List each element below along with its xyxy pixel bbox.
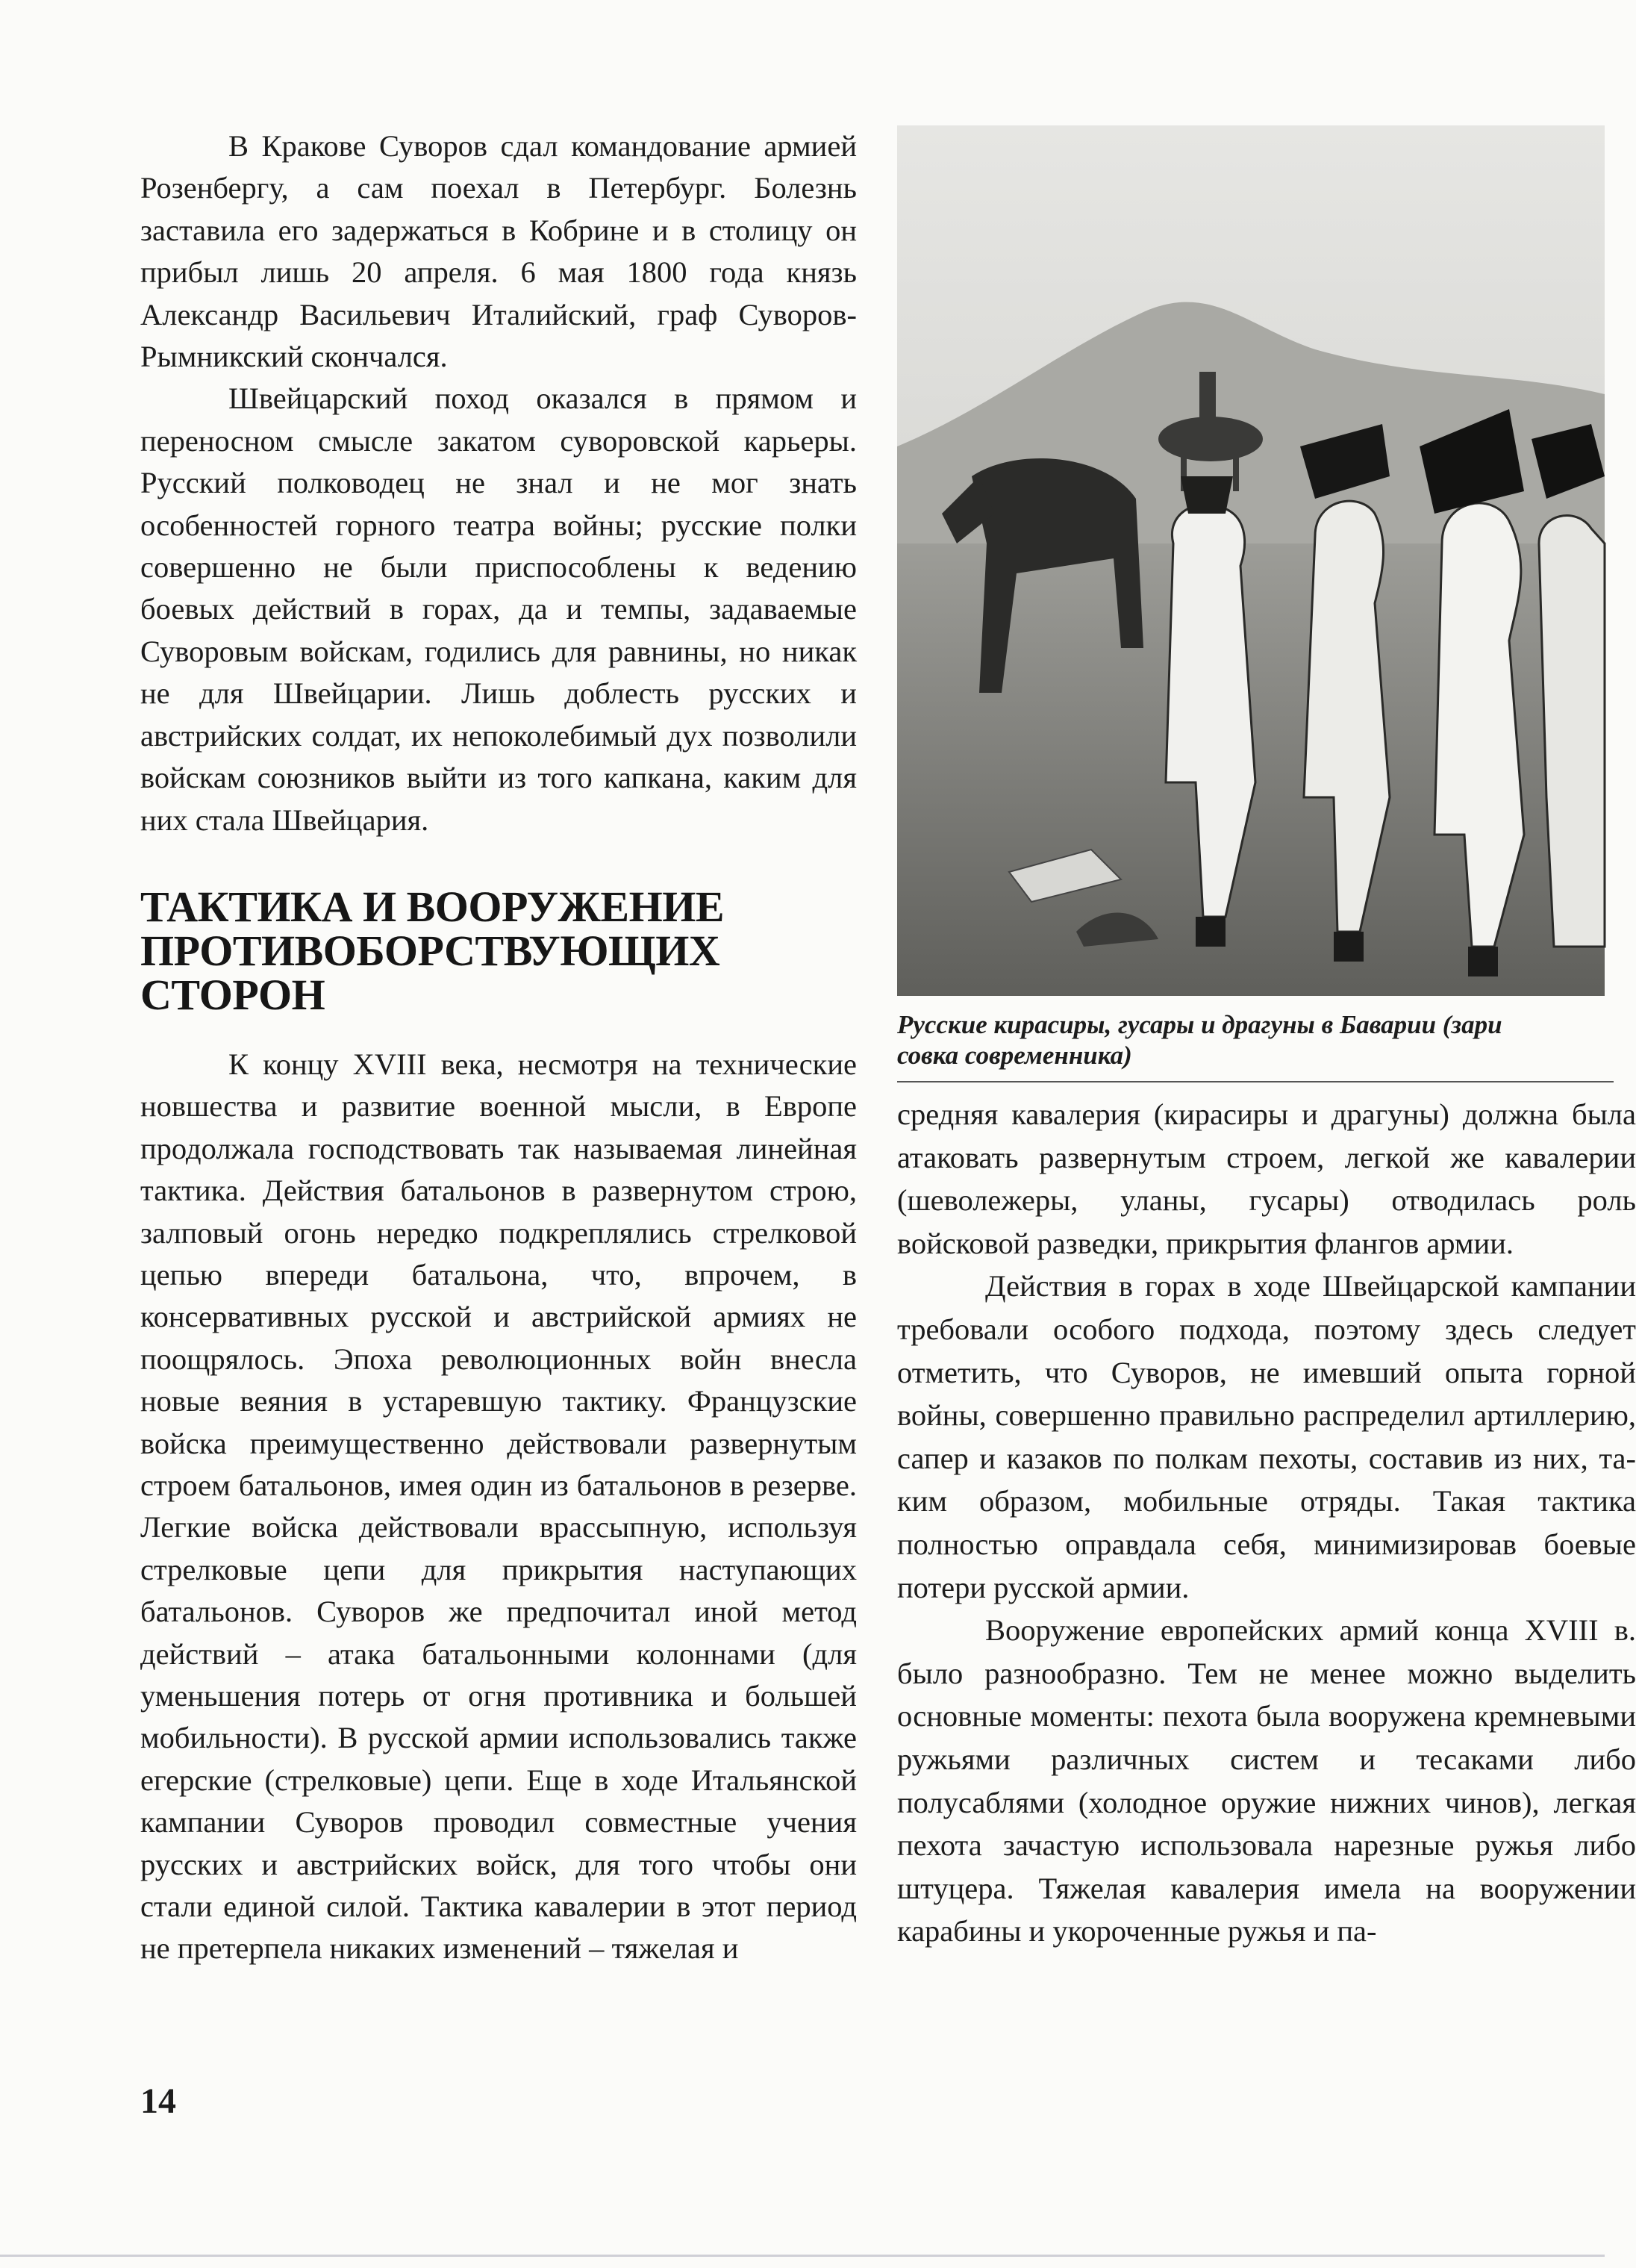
figure-caption (897, 1009, 1614, 1082)
caption-line: Русские кирасиры, гусары и драгуны в Баварии (зари (897, 1010, 1502, 1039)
right-text-block (897, 1093, 1636, 1953)
paragraph: Вооружение европейских армий конца XVIII в. было разнообразно. Тем не менее можно выделить основные моменты: пехота была вооружена кремневыми ружьями различных систем и тесаками либо полусаблями (холодное оружие нижних чинов), легкая пехота зачастую использовала нарезные ружья либо штуцера. Тяжелая кавалерия имела на вооружении карабины и укороченные ружья и па- (897, 1613, 1636, 1948)
page-number: 14 (140, 2081, 176, 2121)
caption-line: совка современника) (897, 1041, 1132, 1070)
cavalry-engraving-image (897, 125, 1605, 996)
left-column (140, 125, 857, 1970)
paragraph: Швейцарский поход оказался в прямом и переносном смысле закатом суворовской карьеры. Русский полководец не знал и не мог знать особенностей горного театра войны; русские полки совершенно не были приспособлены к ведению боевых действий в горах, да и темпы, задаваемые Суворовым войскам, годились для равнины, но никак не для Швейцарии. Лишь доблесть русских и австрийских солдат, их непоколебимый дух позволили войскам союзников выйти из того капкана, каким для них стала Швейцария. (140, 381, 857, 837)
paragraph: средняя кавалерия (кирасиры и драгуны) должна была атаковать развернутым строем, легкой же кавалерии (шеволежеры, уланы, гусары) отводилась роль войсковой разведки, прикрытия флангов армии. (897, 1097, 1636, 1260)
page-edge-rule (0, 2255, 1605, 2257)
section-heading: ТАКТИКА И ВООРУЖЕНИЕ ПРОТИВОБОРСТВУЮЩИХ СТОРОН (140, 882, 725, 1019)
paragraph: К концу XVIII века, несмотря на технические новшества и развитие военной мысли, в Европе продолжала господствовать так называемая линейная тактика. Действия батальонов в развернутом строю, залповый огонь нередко подкреплялись стрелковой цепью впереди батальона, что, впрочем, в консервативных русской и австрийской армиях не поощрялось. Эпоха революционных войн внесла новые веяния в устаревшую тактику. Французские войска преимущественно действовали развернутым строем батальонов, имея один из батальонов в резерве. Легкие войска действовали врассыпную, используя стрелковые цепи для прикрытия наступающих батальонов. Суворов же предпочитал иной метод действий – атака батальонными колоннами (для уменьшения потерь от огня противника и большей мобильности). В русской армии использовались также егерские (стрелковые) цепи. Еще в ходе Итальянской кампании Суворов проводил совместные учения русских и австрийских войск, для того чтобы они стали единой силой. Тактика кавалерии в этот период не претерпела никаких изменений – тяжелая и (140, 1047, 857, 1966)
paragraph: В Кракове Суворов сдал командование армией Розенбергу, а сам поехал в Петербург. Болезнь заставила его задержаться в Кобрине и в столицу он прибыл лишь 20 апреля. 6 мая 1800 года князь Александр Васильевич Италийский, граф Суворов-Рымникский скончался. (140, 129, 857, 374)
right-column (897, 125, 1636, 1953)
paragraph: Действия в горах в ходе Швейцарской кампании требовали особого подхода, поэтому здесь следует отметить, что Суворов, не имевший опыта горной войны, совершенно правильно распределил артиллерию, сапер и казаков по полкам пехоты, составив из них, таким образом, мобильные отряды. Такая тактика полностью оправдала себя, минимизировав боевые потери русской армии. (897, 1269, 1636, 1604)
engraving-illustration (897, 125, 1605, 996)
